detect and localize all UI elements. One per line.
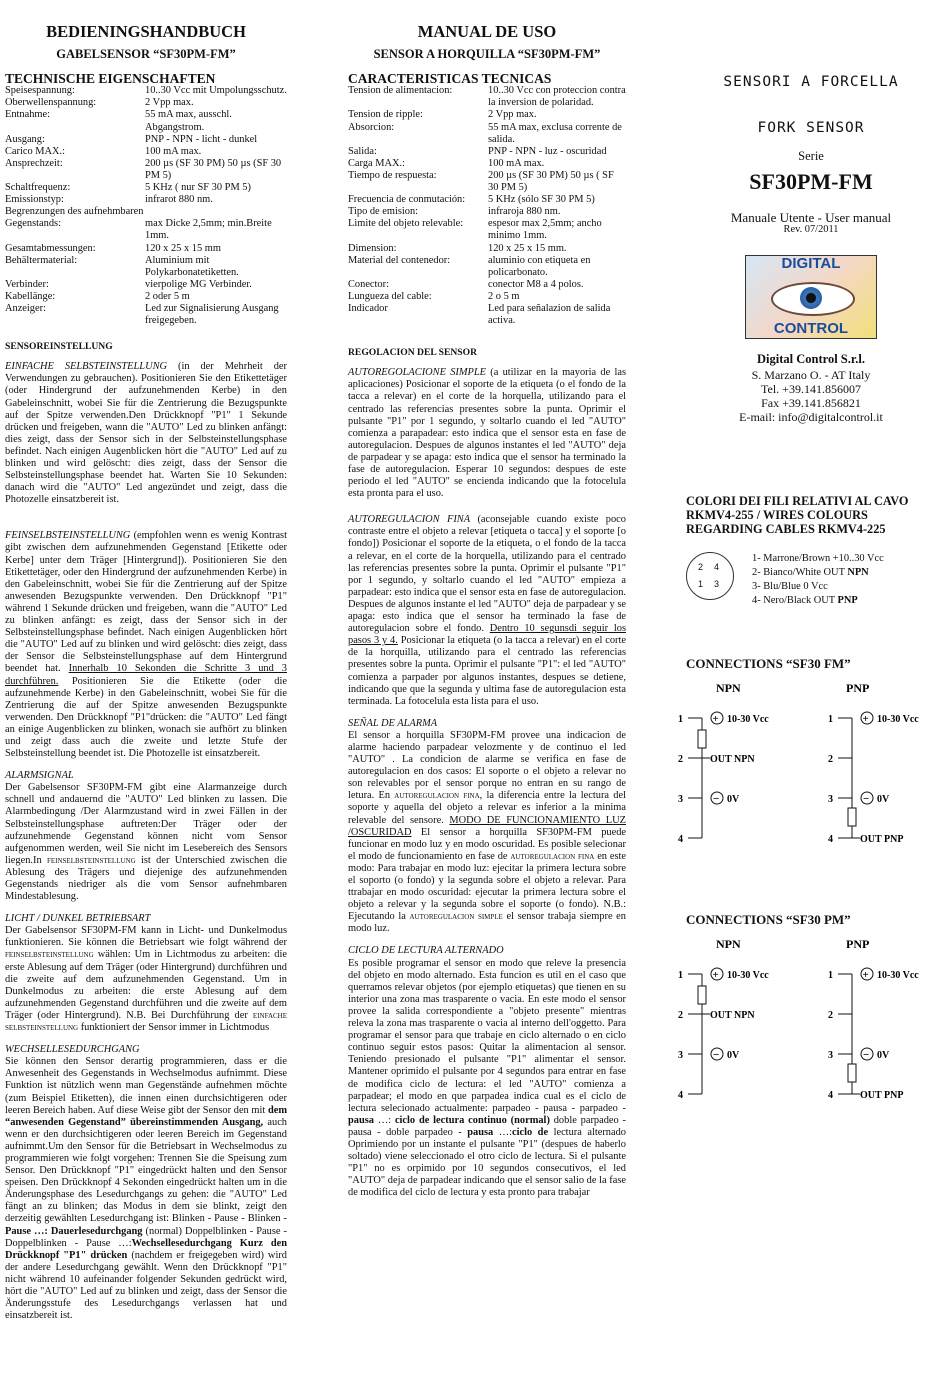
de-spec-value: 55 mA max, ausschl. Abgangstrom. [145,109,232,133]
de-specs-heading: TECHNISCHE EIGENSCHAFTEN [5,71,216,87]
company-tel: Tel. +39.141.856007 [761,381,861,396]
out-pnp-label: OUT PNP [860,1089,904,1101]
es-spec-value: Led para señalazion de salida activa. [488,302,611,327]
es-title: MANUAL DE USO [417,22,557,41]
de-subtitle: GABELSENSOR “SF30PM-FM” [56,47,236,62]
connector-plug-icon: 2 4 1 3 [686,552,734,600]
pin-number: 2 [828,753,833,765]
es-section-heading: REGOLACION DEL SENSOR [348,347,478,359]
pin-number: 1 [678,713,683,725]
es-spec-key: Absorcion: [348,121,395,133]
es-spec-key: Dimension: [348,242,397,254]
de-spec-value: max Dicke 2,5mm; min.Breite 1mm. [145,218,272,242]
supply-label: 10-30 Vcc [877,969,919,981]
es-spec-key: Material del contenedor: [348,254,451,266]
pin-number: 1 [678,969,683,981]
de-spec-value [145,206,287,218]
pin-number: 4 [828,1089,833,1101]
wire-item: 1- Marrone/Brown +10..30 Vcc [752,552,884,564]
resistor-icon [848,1064,856,1082]
es-spec-key: Tipo de emision: [348,206,419,218]
es-subtitle: SENSOR A HORQUILLA “SF30PM-FM” [373,47,601,62]
es-spec-value: 2 Vpp max. [488,109,537,121]
supply-label: 10-30 Vcc [727,969,769,981]
manual-label: Manuale Utente - User manual [730,210,892,226]
serie-label: Serie [798,149,824,164]
ground-label: 0V [877,793,890,805]
out-npn-label: OUT NPN [710,753,755,765]
de-spec-value: infrarot 880 nm. [145,194,213,206]
wires-legend [672,552,950,608]
resistor-icon [698,986,706,1004]
de-spec-value: Led zur Signalisierung Ausgang freigegeben. [145,302,279,327]
pin-number: 3 [828,1049,833,1061]
npn-label: NPN [716,680,741,695]
italian-title: SENSORI A FORCELLA [723,74,899,90]
plus-sign: + [712,968,719,981]
de-spec-key: Gesamtabmessungen: [5,242,96,254]
ground-label: 0V [877,1049,890,1061]
de-spec-key: Verbinder: [5,278,49,290]
de-paragraph-1: EINFACHE SELBSTEINSTELLUNG (in der Mehrheit der Verwendungen zu gebrauchen). Positionieren Sie den Etikettetäger (oder Hindergrund der aufzunehmenden Kerbe) in den Gabeleinschnitt, wobei Sie für die Zentrierung die Bezugspunkte auf der Spitze verwenden.Den Drückknopf "P1" 1 Sekunde drücken und freigeben, wann die "AUTO" Led zu blinken anfängt: dies zeigt, dass der Sensor sich in der Selbsteinstellungsphase befindet. Nach einigen Augenblicken hört die "AUTO" Led auf zu blinken und wird gelöscht: dies zeigt, dass der Sensor die Selbsteinstellungsphase beendet hat. Warten Sie 10 Sekunden: danach wird die "AUTO" Led angezündet und zeigt, dass die Photozelle einsatzbereit ist. [5,361,287,506]
es-spec-key: Tiempo de respuesta: [348,169,437,181]
de-spec-value: 5 KHz ( nur SF 30 PM 5) [145,182,251,194]
pnp-label: PNP [846,936,870,951]
es-spec-key: Conector: [348,278,389,290]
es-spec-value: 10..30 Vcc con proteccion contra la inversion de polaridad. [488,85,626,109]
es-spec-key: Lungueza del cable: [348,290,432,302]
company-name: Digital Control S.r.l. [757,351,865,366]
minus-sign: − [863,792,870,805]
ground-label: 0V [727,1049,740,1061]
es-spec-value: 120 x 25 x 15 mm. [488,242,567,254]
pin-number: 3 [678,1049,683,1061]
plus-sign: + [862,712,869,725]
minus-sign: − [863,1048,870,1061]
es-paragraph-4: CICLO DE LECTURA ALTERNADO Es posible programar el sensor en modo que releve la presencia del objeto en modo alternado. Esta funcion es util en el caso que querramos relevar objetos (por ejemplo etiquetas) que tienen en su interior una zona mas trasparente o vacia. En este modo el sensor provee la salida correspondiente a "objeto presente" mientras releva la zona mas trasparente o vacia al interno dell'oggetto. Para programar el sensor para que trabaje en ciclo alternado o en ciclo continuo seguir estos pasos: Quitar la alimentacion al sensor. Teniendo presionado el pulsante "P1" alimentar el sensor. Mantener oprimido el pulsante por 4 segundos para entrar en fase de modifica ciclo de lectura: el led "AUTO" comienza a parpadear; el modo en que parpadea indica cual es el ciclo de lectura selecionado actualmente: parpadeo - pausa - parpadeo - pausa …: ciclo de lectura continuo (normal) doble parpadeo - pausa - doble parpadeo - pausa …:ciclo de lectura alternado Oprimiendo por un instante el pulsante "P1" (despues de haberlo soltado) viene seleccionado el otro ciclo de lectura. Si el pulsante "P1" no es orpimido por 10 segundos consecutivos, el led "AUTO" deja de parpadear indicando que el sensor salio de la fase de modifica del ciclo de lectura y esta pronto para trabajar [348,945,626,1199]
es-spec-value: conector M8 a 4 polos. [488,278,584,290]
es-paragraph-1: AUTOREGOLACIONE SIMPLE (a utilizar en la mayoria de las aplicaciones) Posicionar el soporte de la etiqueta (o el fondo de la tacca a relevar) en el corte de la horquella, utilizando para el centrado las referencias presentes sobre la punta. Oprimir el pulsante "P1" por 1 segundo, y soltarlo cuando el led "AUTO" comienza a parapadear: esto indica que el sensor esta en fase de autoregulacion. Despues de algunos instantes el led "AUTO" deja de parpadear y se apaga: esto indica que el sensor ha terminado la fase de autoregulacion. Esperar 10 segundos: despues de este periodo el led "AUTO" se encienda indicando que la fotocelula esta pronta para el uso. [348,367,627,500]
de-spec-value: 100 mA max. [145,145,202,157]
company-address: S. Marzano O. - AT Italy [751,367,871,382]
es-spec-value: 2 o 5 m [488,290,520,302]
resistor-icon [848,808,856,826]
pin-number: 1 [828,969,833,981]
pin-number: 2 [678,1009,683,1021]
es-spec-value: infraroja 880 nm. [488,206,561,218]
connections-fm-diagram [672,670,950,870]
resistor-icon [698,730,706,748]
es-paragraph-3: SEÑAL DE ALARMA El sensor a horquilla SF30PM-FM provee una indicacion de alarme haciendo parpadear velozmente y de continuo el led "AUTO" . La condicion de alarme se verifica en fase de autoregulacion en dos casos: El soporte o el objeto a relevar no son relevables por el sensor porque no entran en su rango de letura. En autoregulacion fina, la diferencia entre la lectura del soporte y aquella del objeto a relevar es inferior a la minima relevable del sensore. MODO DE FUNCIONAMIENTO LUZ /OSCURIDAD El sensor a horquilla SF30PM-FM puede funcionar en modo luz y en modo oscuridad. Es posible selecionar el modo de funcionamiento en fase de autoregulacion fina en este modo: Para trabajar en modo luz: ejecitar la primera lectura sobre el soporto (o fondo) y la segunda sobre el objeto a relevar. Para ttrabajar en modo oscuridad: ejecutar la primera lectura sobre el objeto a relevar y la segunda sobre el soporte (o fondo). N.B.: Ejecutando la autoregulacion simple el sensor trabaja siempre en modo luz. [348,717,626,935]
de-spec-key: Ansprechzeit: [5,157,63,169]
spanish-column [348,0,626,1199]
es-spec-value: 5 KHz (sólo SF 30 PM 5) [488,194,595,206]
es-paragraph-2: AUTOREGULACION FINA (aconsejable cuando existe poco contraste entre el objeto a relevar [etiqueta o tacca] y el soporte [o fondo]) Posicionar el soporte de la etiqueta, o el fondo de la tacca a relevar, en el corte de la horquella, utilizando para el centrado las referencias presentes sobre la punta. Oprimir el pulsante "P1" por 1 segundo, y soltarlo cuando el led "AUTO" empieza a parpadear: esto indica que el sensor esta en fase de autoregulacion. Despues de algunos instante el led "AUTO" deja de parpadear y se apaga: esto indica que el sensor ha terminado la fase de autoregulacion sobre el fondo. Dentro 10 segunsdi seguir los pasos 3 y 4. Posicionar la etiqueta (o la tacca a relevar) en el corte de la horquilla, utilizando para el centrado las referencias presentes sobre la punta. Oprimir el pulsante "P1": el led "AUTO" comienza a parpader por algunos instantes, despues se detiene, indicando que que la segunda y ultima fase de autoregulacion esta terminada. La fotocelula esta lista para el uso. [348,514,626,707]
de-spec-key: Gegenstands: [5,218,61,230]
es-spec-value: espesor max 2,5mm; ancho minimo 1mm. [488,218,602,242]
es-spec-key: Frecuencia de conmutación: [348,194,466,206]
es-spec-value: aluminio con etiqueta en policarbonato. [488,254,591,278]
connections-pm-diagram [672,926,950,1126]
pin-number: 2 [828,1009,833,1021]
minus-sign: − [713,1048,720,1061]
de-spec-value: Aluminium mit Polykarbonatetiketten. [145,254,239,278]
de-spec-key: Entnahme: [5,109,51,121]
de-paragraph-3: ALARMSIGNAL Der Gabelsensor SF30PM-FM gibt eine Alarmanzeige durch schnell und andauernd die "AUTO" Led blinken zu lassen. Die Alarmbedingung /Der Alarmzustand wird in zwei Fällen in der Selbsteinstellungsphase auftreten:Der Träger oder der aufzunehmende Gegenstand können nicht vom Sensor aufgenommen werden, weil Sie nicht im Lesebereich des Sensors liegen.In feinselbsteinstellung ist der Unterschied zwischen die Ablesung des Trägers und diejenige des aufzunehmenden Gegenstands niedriger als die vom Sensor aufnehmbaren Mindestablesung. [5,770,287,903]
de-spec-value: 2 Vpp max. [145,97,194,109]
es-spec-key: Limite del objeto relevable: [348,218,464,230]
es-spec-key: Tension de ripple: [348,109,423,121]
company-email[interactable]: E-mail: info@digitalcontrol.it [739,409,883,424]
de-title: BEDIENINGSHANDBUCH [46,22,246,41]
de-spec-key: Kabellänge: [5,290,56,302]
de-spec-value: 120 x 25 x 15 mm [145,242,221,254]
revision: Rev. 07/2011 [783,224,839,236]
de-spec-value: 200 µs (SF 30 PM) 50 µs (SF 30 PM 5) [145,157,282,181]
wire-color-list [752,552,884,608]
de-spec-key: Carico MAX.: [5,145,66,157]
es-spec-key: Indicador [348,302,388,314]
de-paragraph-5: WECHSELLESEDURCHGANG Sie können den Sensor derartig programmieren, dass er die Anwesenheit des Gegenstands in Wechselmodus aufnimmt. Diese Funktion ist nützlich wenn man Gegenstände aufnehmen möchte (zum Beispiel Etiketten), die innen einen durchsichtigeren oder leeren Bereich haben. Auf diese Weise gibt der Sensor den mit dem “anwesenden Gegenstand” übereinstimmenden Ausgang, auch wenn er den durchsichtigeren oder leeren Bereich im Gegenstand aufnimmt.Um den Sensor für die Betriebsart in Wechselmodus zu programmieren wie folgt vorgehen: Trennen Sie die Speisung zum Sensor. Den Drückknopf "P1" eingedrückt halten und den Sensor speisen. Den Drückknopf 4 Sekonden eingedrückt halten um in die Änderungsphase des Lesedurchgangs zu gehen: die "AUTO" Led fängt an zu blinken; das Modus in dem sie blinkt, zeigt den derzeitig gewählten Lesedurchgang ist: Blinken - Pause - Blinken - Pause …: Dauerlesedurchgang (normal) Doppelblinken - Pause - Doppelblinken - Pause …:Wechsellesedurchgang Kurz den Drückknopf "P1" drücken (nachdem er freigegeben wird) wird der andere Lesedurchgang gewählt. Wenn den Drückknopf "P1" nicht während 10 aufeinander folgender Sekunden gedrückt wird, hört die "AUTO" Led auf zu blinken und zeigt, dass der Sensor die Änderungsstufe des Lesedurchgangs verlassen hat und einsatzbereit ist. [5,1044,288,1322]
connections-fm-title: CONNECTIONS “SF30 FM” [686,655,851,671]
de-spec-value: 2 oder 5 m [145,290,190,302]
wire-item: 3- Blu/Blue 0 Vcc [752,580,828,592]
pin-number: 4 [678,833,683,845]
minus-sign: − [713,792,720,805]
es-spec-value: 100 mA max. [488,157,545,169]
de-spec-key: Begrenzungen des aufnehmbaren [5,206,144,218]
company-fax: Fax +39.141.856821 [761,395,861,410]
es-spec-value: PNP - NPN - luz - oscuridad [488,145,607,157]
es-spec-value: 55 mA max, exclusa corrente de salida. [488,121,622,145]
es-spec-key: Tension de alimentacion: [348,85,453,97]
german-column [5,0,287,1322]
pin-number: 4 [678,1089,683,1101]
es-spec-value: 200 µs (SF 30 PM) 50 µs ( SF 30 PM 5) [488,169,614,194]
logo-text-top: DIGITAL [781,254,841,272]
company-logo [745,255,877,339]
supply-label: 10-30 Vcc [877,713,919,725]
wire-item: 4- Nero/Black OUT PNP [752,594,858,606]
npn-label: NPN [716,936,741,951]
pin-number: 2 [678,753,683,765]
model-name: SF30PM-FM [749,169,873,195]
es-specs-heading: CARACTERISTICAS TECNICAS [348,71,552,87]
de-spec-value: vierpolige MG Verbinder. [145,278,252,290]
pnp-label: PNP [846,680,870,695]
out-pnp-label: OUT PNP [860,833,904,845]
es-spec-key: Carga MAX.: [348,157,405,169]
de-paragraph-4: LICHT / DUNKEL BETRIEBSART Der Gabelsensor SF30PM-FM kann in Licht- und Dunkelmodus funktionieren. Sie können die Betriebsart wie folgt während der feinselbsteinstellung wählen: Um in Lichtmodus zu arbeiten: die erste Ablesung auf dem Träger (oder Hintergrund) durchführen und die zweite auf dem aufzunehmenden Gegenstand. Um in Dunkelmodus zu arbeiten: die erste Ablesung auf dem aufzunehmenden Gegenstand durchführen und die zweite auf dem Träger (oder Hintergrund). N.B. Bei Durchführung der einfache selbsteinstellung funktioniert der Sensor immer in Lichtmodus [5,913,287,1034]
out-npn-label: OUT NPN [710,1009,755,1021]
pin-number: 3 [678,793,683,805]
logo-text-bottom: CONTROL [773,320,849,338]
english-title: FORK SENSOR [757,120,865,137]
connections-pm-title: CONNECTIONS “SF30 PM” [686,911,851,927]
de-paragraph-2: FEINSELBSTEINSTELLUNG (empfohlen wenn es wenig Kontrast gibt zwischen dem aufzunehmenden Gegenstand [Etikette oder Kerbe] unter dem Träger [Hintergrund]). Positionieren Sie den Etikettetäger, oder den Hindergrund der aufzunehmenden Kerbe) in den Gabeleinschnitt, wobei Sie für die Zentrierung auf der Spitze anwesenden Bezugspunkte verwenden. Den Drückknopf "P1" während 1 Sekunde drücken und freigeben, wann die "AUTO" Led zu blinken anfängt: es zeigt, dass der Sensor sich in der Selbsteinstellungsphase befindet. Nach einigen Augenblicken hört die "AUTO" Led auf zu blinken und wird gelöscht: dies zeigt, dass der Sensor die Selbsteinstellungsphase auf dem Hintergrund beendet hat. Innerhalb 10 Sekonden die Schritte 3 und 3 durchführen. Positionieren Sie die Etikette (oder die aufzunehmende Kerbe) in den Gabeleinschnitt, wobei Sie für die Zentrierung die auf der Spitze anwesenden Bezugspunkte verwenden. Den Drückknopf "P1"drücken: die "AUTO" Led fängt an einige Augenblicken zu blinken, wonach sie aufhört zu blinken und zeigt dass auch die zweite und letzte Stufe der Selbsteinstellung beendet ist. Die Photozelle ist einsatzbereit. [5,530,288,760]
supply-label: 10-30 Vcc [727,713,769,725]
plus-sign: + [862,968,869,981]
plus-sign: + [712,712,719,725]
iris-icon [800,287,822,309]
de-specs-table [5,85,287,327]
de-spec-key: Ausgang: [5,133,45,145]
pin-number: 1 [828,713,833,725]
de-spec-key: Schaltfrequenz: [5,182,71,194]
wire-item: 2- Bianco/White OUT NPN [752,566,869,578]
ground-label: 0V [727,793,740,805]
de-section-heading: SENSOREINSTELLUNG [5,341,113,353]
de-spec-value: 10..30 Vcc mit Umpolungsschutz. [145,85,287,97]
pin-number: 4 [828,833,833,845]
de-spec-key: Oberwellenspannung: [5,97,97,109]
de-spec-key: Speisespannung: [5,85,75,97]
es-specs-table [348,85,626,327]
de-spec-key: Behältermaterial: [5,254,78,266]
de-spec-value: PNP - NPN - licht - dunkel [145,133,258,145]
pin-number: 3 [828,793,833,805]
de-spec-key: Emissionstyp: [5,194,64,206]
es-spec-key: Salida: [348,145,377,157]
cover-column [672,0,950,1126]
wires-title: COLORI DEI FILI RELATIVI AL CAVO RKMV4-255 / WIRES COLOURS REGARDING CABLES RKMV4-225 [686,493,909,536]
de-spec-key: Anzeiger: [5,302,46,314]
